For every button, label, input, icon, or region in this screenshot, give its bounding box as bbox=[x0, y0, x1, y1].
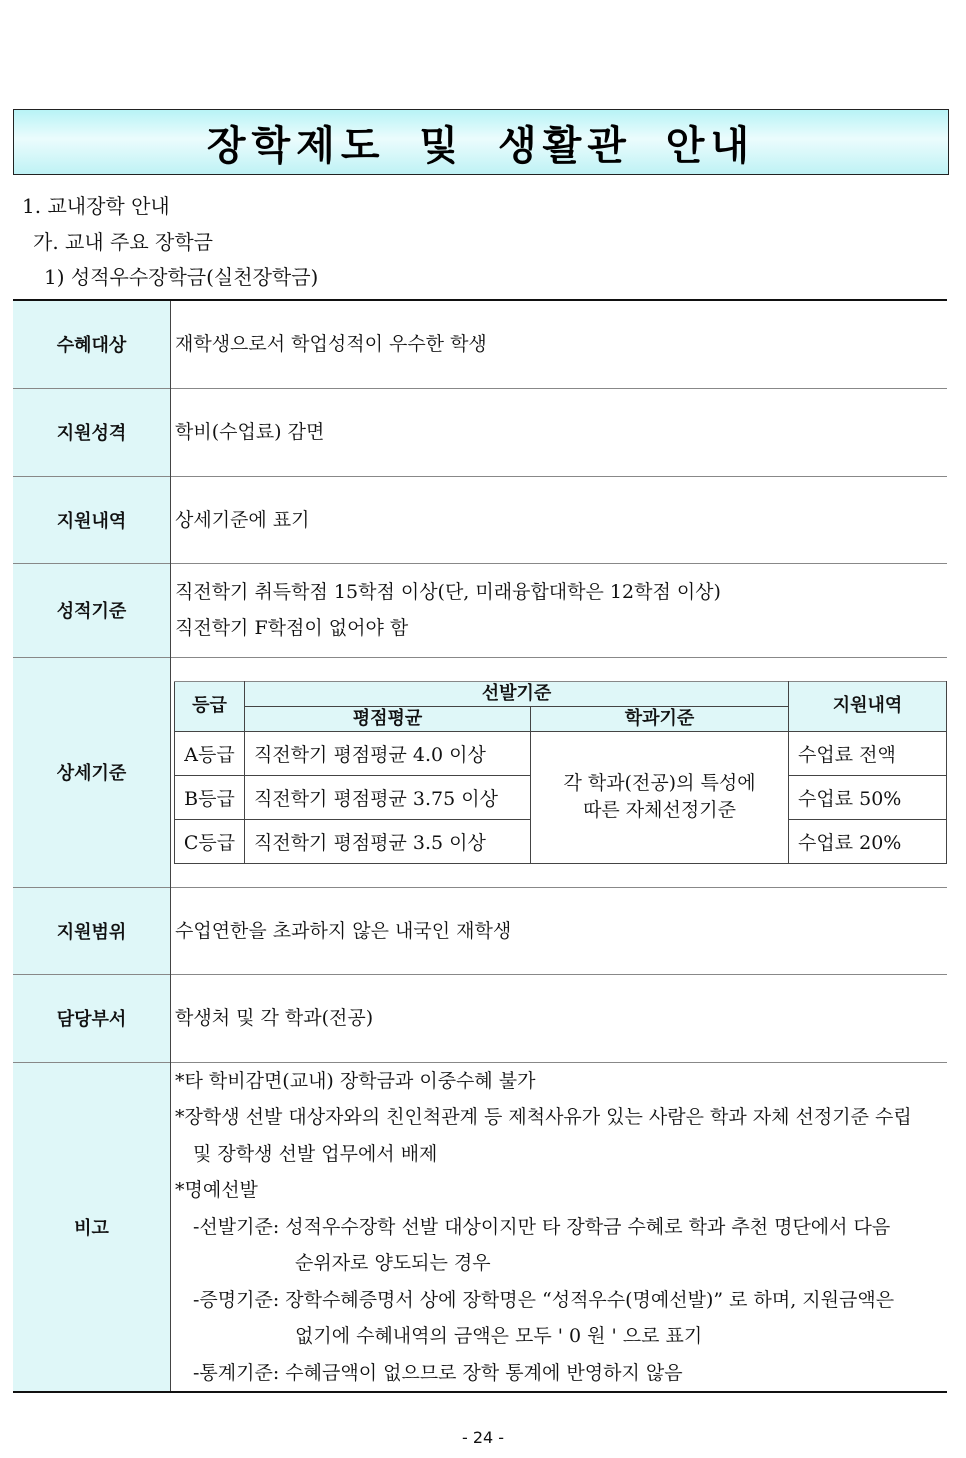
heading-level-1: 1. 교내장학 안내 bbox=[22, 194, 170, 218]
label-detailed-criteria: 상세기준 bbox=[13, 657, 171, 887]
row-remarks bbox=[13, 1062, 947, 1392]
label-remarks: 비고 bbox=[13, 1062, 171, 1392]
header-dept: 학과기준 bbox=[531, 706, 789, 731]
row-scope bbox=[13, 887, 947, 974]
row-nature bbox=[13, 388, 947, 476]
remark-line: 및 장학생 선발 업무에서 배제 bbox=[193, 1142, 438, 1165]
remark-line: *명예선발 bbox=[175, 1179, 258, 1201]
value-department: 학생처 및 각 학과(전공) bbox=[171, 974, 948, 1062]
row-detailed-criteria bbox=[13, 657, 947, 887]
remark-line: -증명기준: 장학수혜증명서 상에 장학명은 “성적우수(명예선발)” 로 하며, 지원금액은 bbox=[193, 1288, 895, 1311]
grade-criteria-line: 직전학기 F학점이 없어야 함 bbox=[175, 617, 409, 639]
value-detailed-criteria bbox=[171, 657, 948, 887]
value-grade-criteria bbox=[171, 563, 948, 657]
row-details bbox=[13, 476, 947, 563]
detailed-criteria-table bbox=[174, 681, 947, 864]
remark-line: -통계기준: 수혜금액이 없으므로 장학 통계에 반영하지 않음 bbox=[193, 1361, 683, 1384]
dept-criteria-line: 각 학과(전공)의 특성에 bbox=[563, 772, 756, 794]
label-recipients: 수혜대상 bbox=[13, 300, 171, 388]
cell-support: 수업료 전액 bbox=[789, 731, 947, 775]
heading-level-3: 1) 성적우수장학금(실천장학금) bbox=[44, 265, 319, 289]
scholarship-info-table bbox=[13, 299, 947, 1393]
row-recipients bbox=[13, 300, 947, 388]
header-support: 지원내역 bbox=[789, 681, 947, 731]
value-nature: 학비(수업료) 감면 bbox=[171, 388, 948, 476]
dept-criteria-line: 따른 자체선정기준 bbox=[583, 799, 736, 821]
cell-gpa: 직전학기 평점평균 4.0 이상 bbox=[245, 731, 531, 775]
page-title-box bbox=[13, 109, 949, 175]
label-department: 담당부서 bbox=[13, 974, 171, 1062]
remark-line: -선발기준: 성적우수장학 선발 대상이지만 타 장학금 수혜로 학과 추천 명단에서 다음 bbox=[193, 1215, 891, 1238]
page-number: - 24 - bbox=[461, 1428, 505, 1447]
cell-gpa: 직전학기 평점평균 3.75 이상 bbox=[245, 775, 531, 819]
row-grade-criteria bbox=[13, 563, 947, 657]
heading-level-2: 가. 교내 주요 장학금 bbox=[33, 230, 213, 254]
row-department bbox=[13, 974, 947, 1062]
cell-grade: C등급 bbox=[175, 819, 245, 863]
label-details: 지원내역 bbox=[13, 476, 171, 563]
value-remarks bbox=[171, 1062, 948, 1392]
cell-support: 수업료 50% bbox=[789, 775, 947, 819]
remark-line: *장학생 선발 대상자와의 친인척관계 등 제척사유가 있는 사람은 학과 자체 선정기준 수립 bbox=[175, 1106, 912, 1128]
cell-gpa: 직전학기 평점평균 3.5 이상 bbox=[245, 819, 531, 863]
remark-line: *타 학비감면(교내) 장학금과 이중수혜 불가 bbox=[175, 1069, 536, 1092]
header-grade: 등급 bbox=[175, 681, 245, 731]
label-nature: 지원성격 bbox=[13, 388, 171, 476]
header-selection: 선발기준 bbox=[245, 681, 789, 706]
page-title: 장학제도 및 생활관 안내 bbox=[206, 122, 756, 169]
table-row bbox=[175, 731, 947, 775]
label-grade-criteria: 성적기준 bbox=[13, 563, 171, 657]
remark-line: 없기에 수혜내역의 금액은 모두 ' 0 원 ' 으로 표기 bbox=[295, 1325, 703, 1347]
remark-line: 순위자로 양도되는 경우 bbox=[295, 1252, 491, 1274]
header-gpa: 평점평균 bbox=[245, 706, 531, 731]
cell-grade: A등급 bbox=[175, 731, 245, 775]
cell-dept-criteria bbox=[531, 731, 789, 863]
value-recipients: 재학생으로서 학업성적이 우수한 학생 bbox=[175, 333, 487, 356]
value-scope: 수업연한을 초과하지 않은 내국인 재학생 bbox=[171, 887, 948, 974]
value-details: 상세기준에 표기 bbox=[171, 476, 948, 563]
grade-criteria-line: 직전학기 취득학점 15학점 이상(단, 미래융합대학은 12학점 이상) bbox=[175, 581, 721, 603]
label-scope: 지원범위 bbox=[13, 887, 171, 974]
cell-grade: B등급 bbox=[175, 775, 245, 819]
cell-support: 수업료 20% bbox=[789, 819, 947, 863]
